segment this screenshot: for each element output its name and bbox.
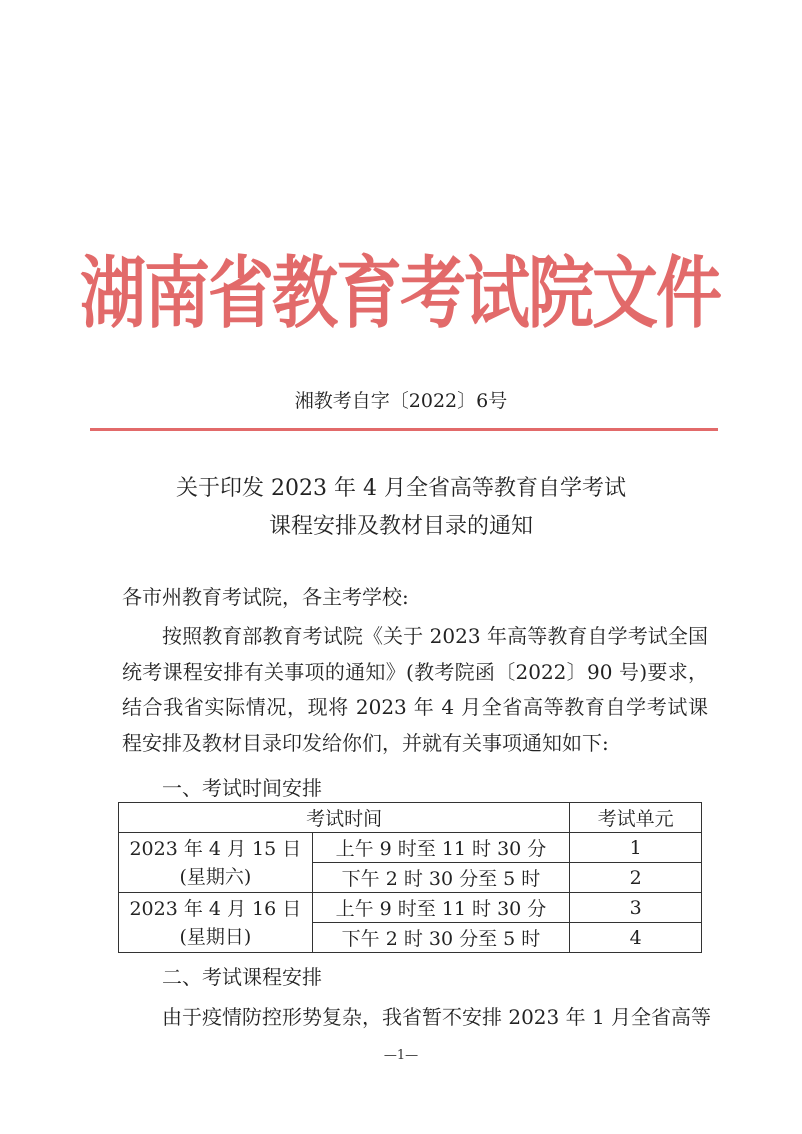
unit-cell: 4 (570, 923, 702, 953)
time-cell: 下午 2 时 30 分至 5 时 (312, 923, 570, 953)
table-header-row (119, 803, 702, 833)
document-header-title: 湖南省教育考试院文件 (80, 246, 720, 340)
table-row (119, 893, 702, 923)
red-divider-line (90, 428, 718, 431)
salutation: 各市州教育考试院，各主考学校: (122, 585, 409, 609)
date-text: 2023 年 4 月 15 日 (129, 837, 302, 860)
date-cell (119, 833, 313, 893)
time-cell: 下午 2 时 30 分至 5 时 (312, 863, 570, 893)
document-number: 湘教考自字〔2022〕6号 (294, 390, 508, 412)
section-heading-exam-time: 一、考试时间安排 (162, 776, 322, 800)
time-cell: 上午 9 时至 11 时 30 分 (312, 833, 570, 863)
notice-title (0, 470, 802, 546)
weekday-text: (星期六) (179, 865, 252, 888)
time-cell: 上午 9 时至 11 时 30 分 (312, 893, 570, 923)
table-row (119, 833, 702, 863)
date-text: 2023 年 4 月 16 日 (129, 897, 302, 920)
notice-title-line-2: 课程安排及教材目录的通知 (268, 514, 533, 539)
section-heading-exam-courses: 二、考试课程安排 (162, 965, 322, 989)
body-paragraph-2: 由于疫情防控形势复杂，我省暂不安排 2023 年 1 月全省高等 (162, 1005, 712, 1029)
unit-cell: 2 (570, 863, 702, 893)
exam-schedule-table (118, 802, 702, 953)
notice-title-line-1: 关于印发 2023 年 4 月全省高等教育自学考试 (176, 476, 626, 501)
unit-cell: 3 (570, 893, 702, 923)
body-paragraph-1: 按照教育部教育考试院《关于 2023 年高等教育自学考试全国统考课程安排有关事项的通知》(教考院函〔2022〕90 号)要求，结合我省实际情况，现将 2023 年 4 月全省高等教育自学考试课程安排及教材目录印发给你们，并就有关事项通知如下: (122, 624, 708, 755)
unit-cell: 1 (570, 833, 702, 863)
weekday-text: (星期日) (179, 925, 252, 948)
date-cell (119, 893, 313, 953)
page-number: —1— (383, 1048, 419, 1063)
header-exam-unit: 考试单元 (570, 803, 702, 833)
header-exam-time: 考试时间 (119, 803, 570, 833)
